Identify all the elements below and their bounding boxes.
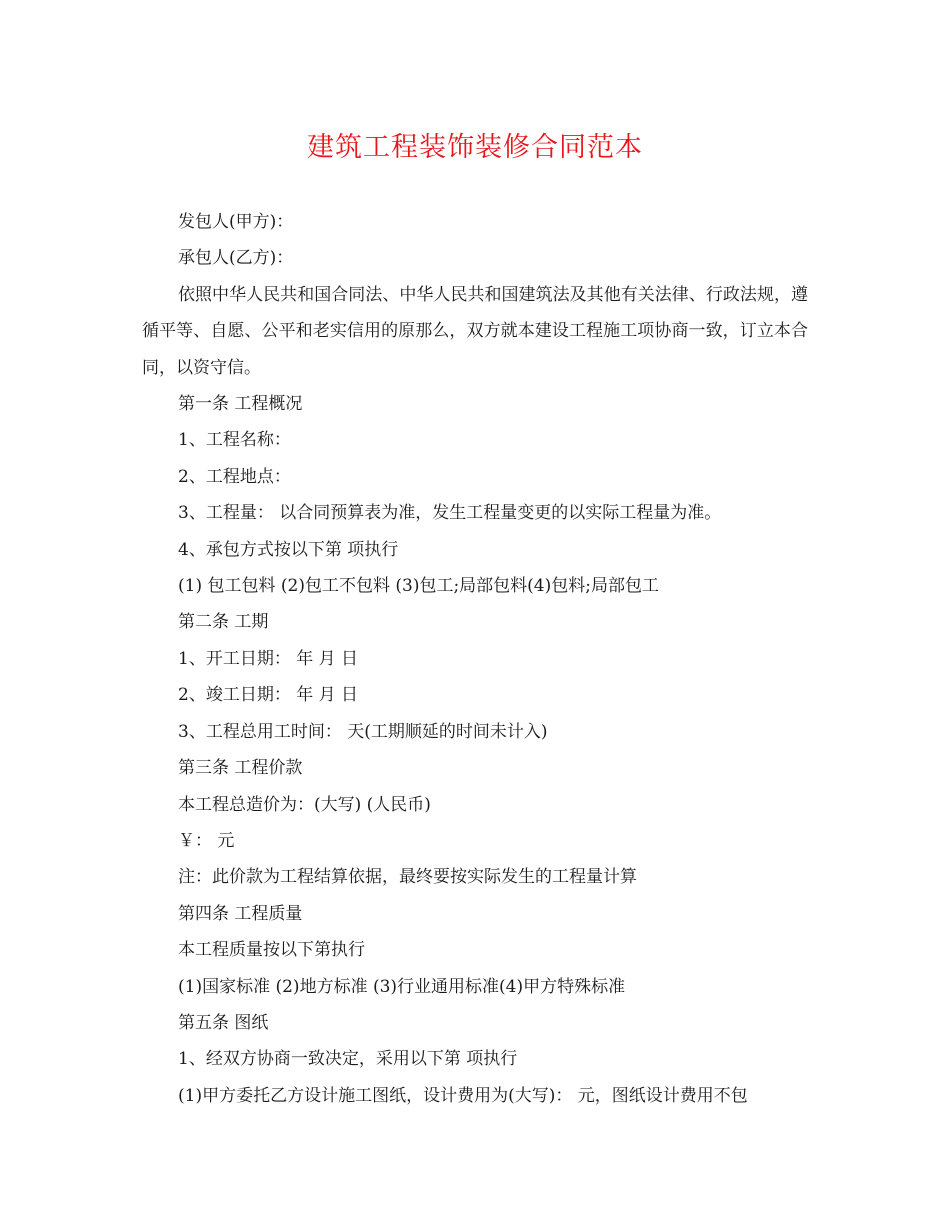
- article-3-heading: 第三条 工程价款: [178, 758, 303, 779]
- paragraph-preamble: 依照中华人民共和国合同法、中华人民共和国建筑法及其他有关法律、行政法规，遵循平等、自愿、公平和老实信用的原那么，双方就本建设工程施工项协商一致，订立本合同，以资守信。: [142, 284, 808, 378]
- paragraph-party-a: 发包人(甲方)：: [178, 212, 294, 232]
- article-4-heading: 第四条 工程质量: [178, 903, 303, 924]
- paragraph-start-date: 1、开工日期： 年 月 日: [178, 648, 359, 669]
- paragraph-contract-options: (1) 包工包料 (2)包工不包料 (3)包工;局部包料(4)包料;局部包工: [178, 576, 659, 597]
- article-5-heading: 第五条 图纸: [178, 1012, 269, 1033]
- paragraph-project-name: 1、工程名称：: [178, 430, 291, 451]
- paragraph-project-quantity: 3、工程量： 以合同预算表为准，发生工程量变更的以实际工程量为准。: [178, 503, 722, 524]
- document-title: 建筑工程装饰装修合同范本: [307, 132, 643, 163]
- paragraph-price-yuan: ￥： 元: [178, 830, 235, 851]
- paragraph-project-location: 2、工程地点：: [178, 466, 291, 487]
- document-body: [142, 204, 808, 1114]
- article-2-heading: 第二条 工期: [178, 612, 269, 633]
- article-1-heading: 第一条 工程概况: [178, 394, 303, 415]
- paragraph-party-b: 承包人(乙方)：: [178, 248, 294, 269]
- paragraph-completion-date: 2、竣工日期： 年 月 日: [178, 685, 359, 706]
- paragraph-quality-options: (1)国家标准 (2)地方标准 (3)行业通用标准(4)甲方特殊标准: [178, 976, 626, 997]
- paragraph-quality-standard: 本工程质量按以下第执行: [178, 940, 365, 961]
- paragraph-total-duration: 3、工程总用工时间： 天(工期顺延的时间未计入): [178, 721, 548, 742]
- paragraph-contract-method: 4、承包方式按以下第 项执行: [178, 539, 399, 560]
- paragraph-drawings-design-fee: (1)甲方委托乙方设计施工图纸，设计费用为(大写)： 元，图纸设计费用不包: [178, 1085, 748, 1106]
- paragraph-drawings-method: 1、经双方协商一致决定，采用以下第 项执行: [178, 1049, 518, 1070]
- paragraph-price-note: 注：此价款为工程结算依据，最终要按实际发生的工程量计算: [178, 867, 637, 888]
- paragraph-total-price: 本工程总造价为：(大写) (人民币): [178, 794, 431, 815]
